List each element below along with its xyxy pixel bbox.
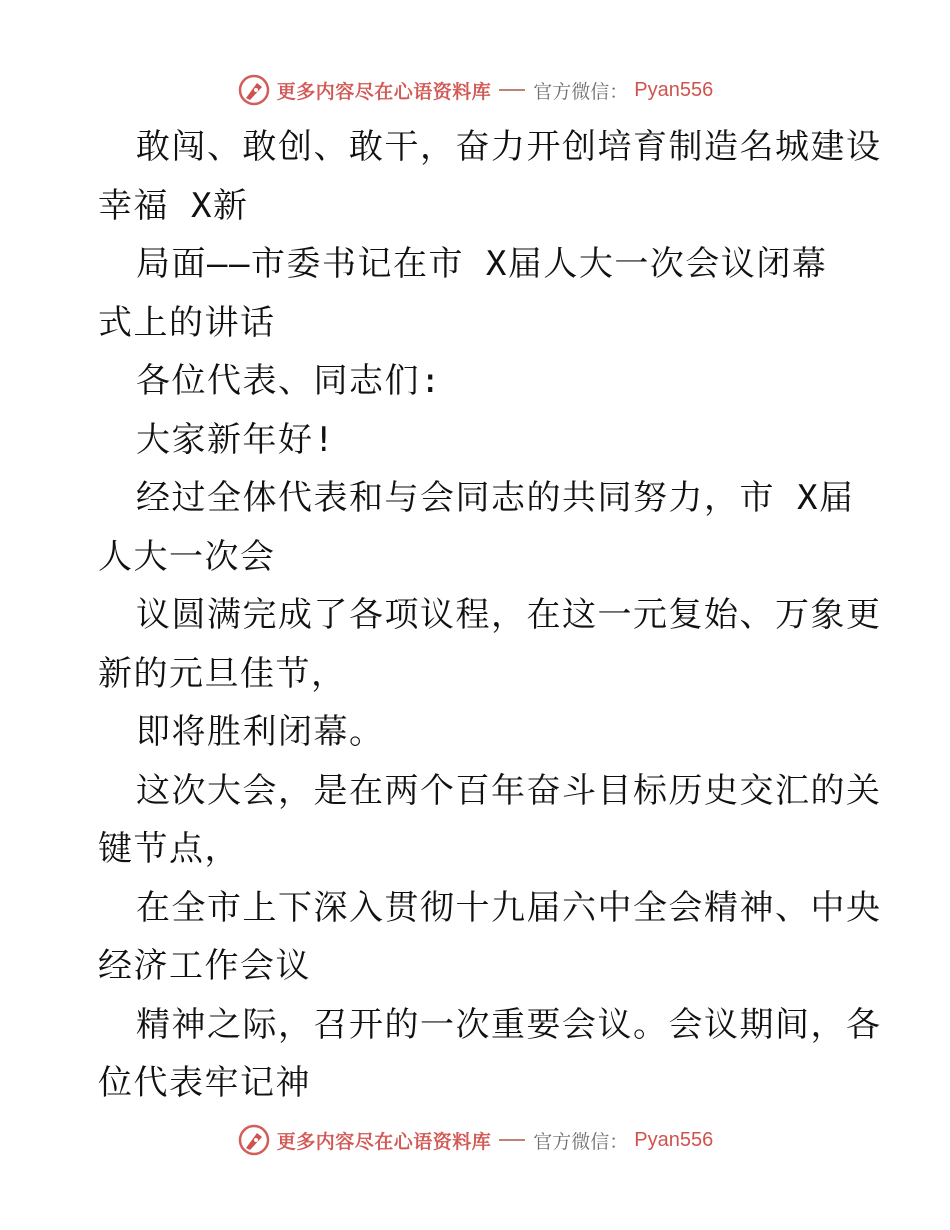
text-line: 人大一次会 (98, 536, 276, 577)
text-line: 即将胜利闭幕。 (136, 712, 385, 752)
text-line: 各位代表、同志们: (136, 361, 442, 401)
text-line: 在全市上下深入贯彻十九届六中全会精神、中央 (136, 887, 882, 928)
text-line: 式上的讲话 (98, 302, 276, 343)
text-line: 局面——市委书记在市 X届人大一次会议闭幕 (136, 244, 828, 284)
footer-watermark (0, 1120, 950, 1160)
watermark-dash (499, 1139, 525, 1141)
text-line: 新的元旦佳节， (98, 653, 347, 694)
watermark-dash (499, 89, 525, 91)
text-line: 精神之际，召开的一次重要会议。会议期间，各 (136, 1004, 882, 1045)
text-line: 议圆满完成了各项议程，在这一元复始、万象更 (136, 595, 882, 635)
document-body (98, 118, 882, 1113)
text-line: 敢闯、敢创、敢干，奋力开创培育制造名城建设 (136, 127, 882, 167)
watermark-wechat-id: Pyan556 (634, 1128, 714, 1151)
text-line: 大家新年好! (136, 419, 336, 460)
text-line: 键节点， (98, 829, 240, 869)
watermark-site-text: 更多内容尽在心语资料库 (276, 1130, 492, 1153)
watermark-label: 官方微信： (533, 80, 629, 103)
header-watermark (0, 70, 950, 110)
text-line: 位代表牢记神 (98, 1063, 311, 1103)
text-line: 经过全体代表和与会同志的共同努力，市 X届 (136, 478, 855, 518)
watermark-wechat-id: Pyan556 (634, 78, 714, 101)
pen-nib-logo-icon (237, 73, 271, 107)
watermark-site-text: 更多内容尽在心语资料库 (276, 80, 492, 103)
text-line: 幸福 X新 (98, 185, 249, 226)
text-line: 这次大会，是在两个百年奋斗目标历史交汇的关 (136, 770, 882, 811)
text-line: 经济工作会议 (98, 946, 311, 986)
watermark-label: 官方微信： (533, 1130, 629, 1153)
pen-nib-logo-icon (237, 1123, 271, 1157)
